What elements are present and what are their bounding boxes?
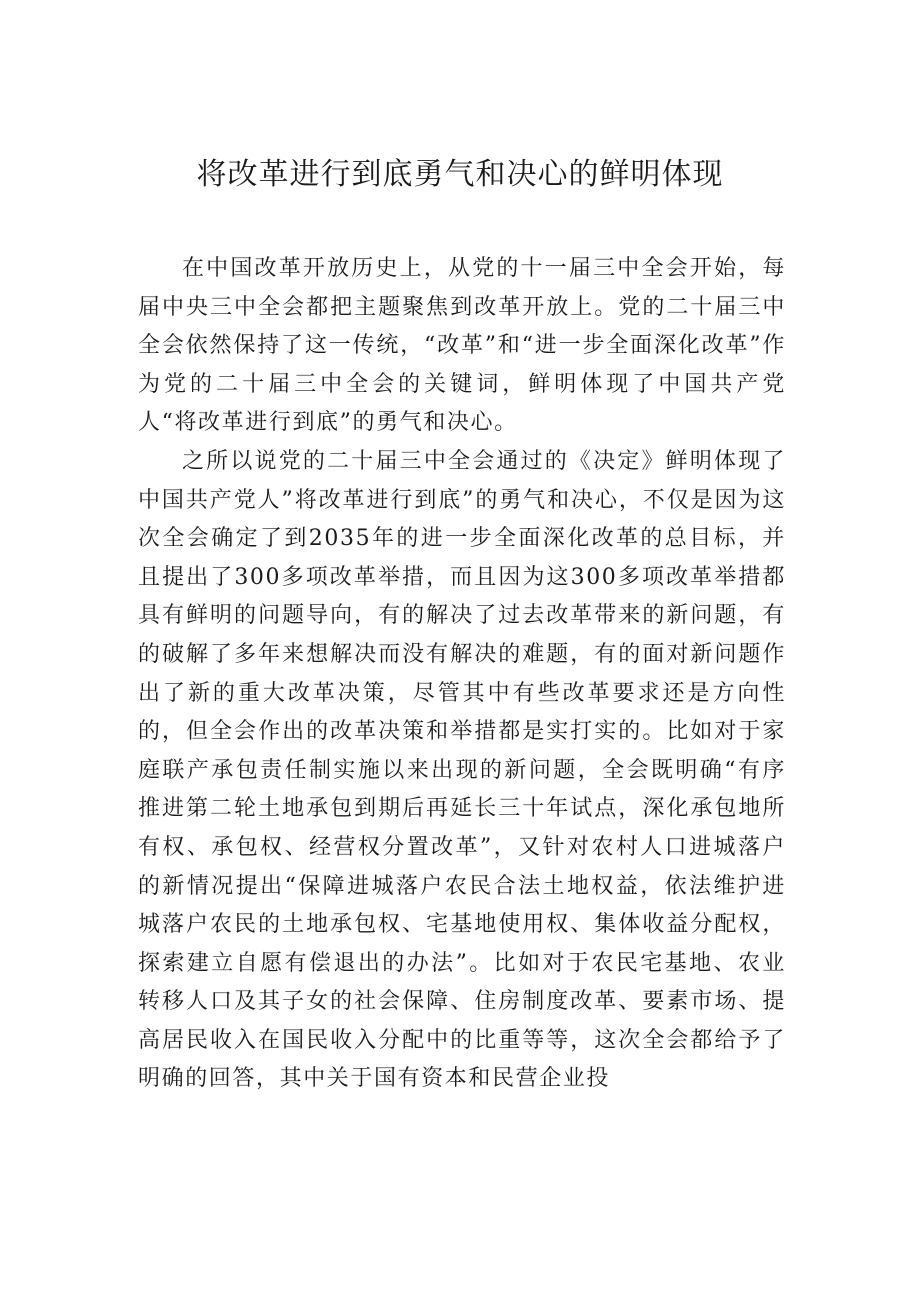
paragraph-2: 之所以说党的二十届三中全会通过的《决定》鲜明体现了中国共产党人”将改革进行到底”的勇气和决心，不仅是因为这次全会确定了到2035年的进一步全面深化改革的总目标，并且提出了300多项改革举措，而且因为这300多项改革举措都具有鲜明的问题导向，有的解决了过去改革带来的新问题，有的破解了多年来想解决而没有解决的难题，有的面对新问题作出了新的重大改革决策，尽管其中有些改革要求还是方向性的，但全会作出的改革决策和举措都是实打实的。比如对于家庭联产承包责任制实施以来出现的新问题，全会既明确“有序推进第二轮土地承包到期后再延长三十年试点，深化承包地所有权、承包权、经营权分置改革”，又针对农村人口进城落户的新情况提出“保障进城落户农民合法土地权益，依法维护进城落户农民的土地承包权、宅基地使用权、集体收益分配权，探索建立自愿有偿退出的办法”。比如对于农民宅基地、农业转移人口及其子女的社会保障、住房制度改革、要素市场、提高居民收入在国民收入分配中的比重等等，这次全会都给予了明确的回答，其中关于国有资本和民营企业投 [138, 448, 786, 1092]
document-title: 将改革进行到底勇气和决心的鲜明体现 [196, 157, 724, 192]
paragraph-1: 在中国改革开放历史上，从党的十一届三中全会开始，每届中央三中全会都把主题聚焦到改革开放上。党的二十届三中全会依然保持了这一传统，“改革”和“进一步全面深化改革”作为党的二十届三中全会的关键词，鲜明体现了中国共产党人“将改革进行到底”的勇气和决心。 [138, 256, 786, 436]
document-body [138, 250, 786, 1099]
